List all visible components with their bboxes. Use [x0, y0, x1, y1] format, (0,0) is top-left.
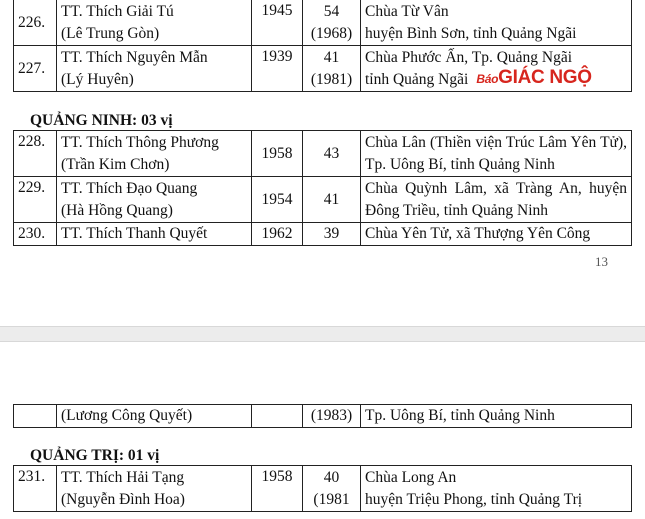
ordination-year: (1981): [310, 70, 353, 88]
birth-year: 1958: [252, 131, 303, 177]
dharma-name: TT. Thích Hải Tạng: [61, 468, 185, 486]
address-cell: [361, 46, 632, 92]
birth-year: 1954: [252, 177, 303, 223]
dharma-name: TT. Thích Thanh Quyết: [57, 223, 252, 246]
row-number: [14, 405, 57, 428]
address-line-1: Chùa Yên Tử, xã Thượng Yên Công: [361, 223, 632, 246]
dharma-name: TT. Thích Thông Phương: [61, 133, 219, 151]
watermark-big-text: GIÁC NGỘ: [498, 67, 592, 89]
page-number: 13: [595, 254, 608, 269]
monk-name-cell: [57, 466, 252, 512]
address-cell: [361, 466, 632, 512]
monk-name-cell: [57, 131, 252, 177]
address-line-2: Đông Triều, tỉnh Quảng Ninh: [365, 201, 548, 219]
monk-table-quang-tri: [13, 465, 632, 512]
address-line-2: Tp. Uông Bí, tỉnh Quảng Ninh: [361, 405, 632, 428]
age-cell: [303, 0, 361, 46]
dharma-name: TT. Thích Đạo Quang: [61, 179, 198, 197]
row-number: 228.: [14, 131, 57, 177]
row-number: 226.: [14, 0, 57, 46]
age-value: 43: [303, 131, 361, 177]
monk-table-quang-ninh: [13, 130, 632, 246]
row-number: 227.: [14, 46, 57, 92]
table-row: [14, 466, 632, 512]
lay-name: (Nguyễn Đình Hoa): [61, 490, 185, 508]
table-row: [14, 46, 632, 92]
birth-year: [252, 405, 303, 428]
age-value: 41: [323, 48, 340, 66]
address-line-2-text: tỉnh Quảng Ngãi: [365, 70, 469, 88]
address-line-1: Chùa Long An: [365, 468, 457, 486]
address-line-2: huyện Triệu Phong, tỉnh Quảng Trị: [365, 490, 583, 508]
age-value: 39: [303, 223, 361, 246]
address-line-1: Chùa Phước Ấn, Tp. Quảng Ngãi: [365, 48, 573, 66]
lay-name: (Lê Trung Gòn): [61, 24, 160, 42]
ordination-year: (1968): [310, 24, 353, 42]
lay-name: (Trần Kim Chơn): [61, 155, 170, 173]
row-number: 231.: [14, 466, 57, 512]
address-cell: [361, 177, 632, 223]
row-number: 230.: [14, 223, 57, 246]
age-cell: [303, 466, 361, 512]
age-value: 40: [323, 468, 340, 486]
document-page-2: [0, 342, 645, 519]
address-line-2: huyện Bình Sơn, tỉnh Quảng Ngãi: [365, 24, 577, 42]
table-row: [14, 405, 632, 428]
age-value: 54: [323, 2, 340, 20]
table-row: [14, 223, 632, 246]
section-heading-quang-ninh: QUẢNG NINH: 03 vị: [30, 112, 173, 129]
section-heading-quang-tri: QUẢNG TRỊ: 01 vị: [30, 447, 160, 464]
table-row: [14, 177, 632, 223]
age-cell: [303, 46, 361, 92]
lay-name: (Hà Hồng Quang): [61, 201, 173, 219]
monk-table-quang-ninh-continued: [13, 404, 632, 428]
age-value: 41: [303, 177, 361, 223]
dharma-name: TT. Thích Nguyên Mẫn: [61, 48, 208, 66]
row-number: 229.: [14, 177, 57, 223]
monk-table-quang-ngai: [13, 0, 632, 92]
address-line-1: Chùa Quỳnh Lâm, xã Tràng An, huyện: [365, 179, 627, 197]
birth-year: 1962: [252, 223, 303, 246]
address-line-1: Chùa Lân (Thiền viện Trúc Lâm Yên Tử),: [365, 133, 627, 151]
lay-name: (Lương Công Quyết): [57, 405, 252, 428]
dharma-name: TT. Thích Giải Tú: [61, 2, 174, 20]
address-cell: [361, 131, 632, 177]
page-break: [0, 326, 645, 342]
address-cell: [361, 0, 632, 46]
watermark-small-text: Báo: [476, 72, 499, 87]
lay-name: (Lý Huyên): [61, 70, 134, 88]
address-line-1: Chùa Từ Vân: [365, 2, 449, 20]
address-line-2: [365, 69, 627, 91]
newspaper-watermark: [476, 68, 591, 89]
address-line-2: Tp. Uông Bí, tỉnh Quảng Ninh: [365, 155, 555, 173]
monk-name-cell: [57, 0, 252, 46]
monk-name-cell: [57, 177, 252, 223]
ordination-year: (1981: [313, 490, 350, 508]
birth-year: 1945: [252, 0, 303, 46]
table-row: [14, 0, 632, 46]
ordination-year: (1983): [303, 405, 361, 428]
birth-year: 1939: [252, 46, 303, 92]
table-row: [14, 131, 632, 177]
monk-name-cell: [57, 46, 252, 92]
birth-year: 1958: [252, 466, 303, 512]
